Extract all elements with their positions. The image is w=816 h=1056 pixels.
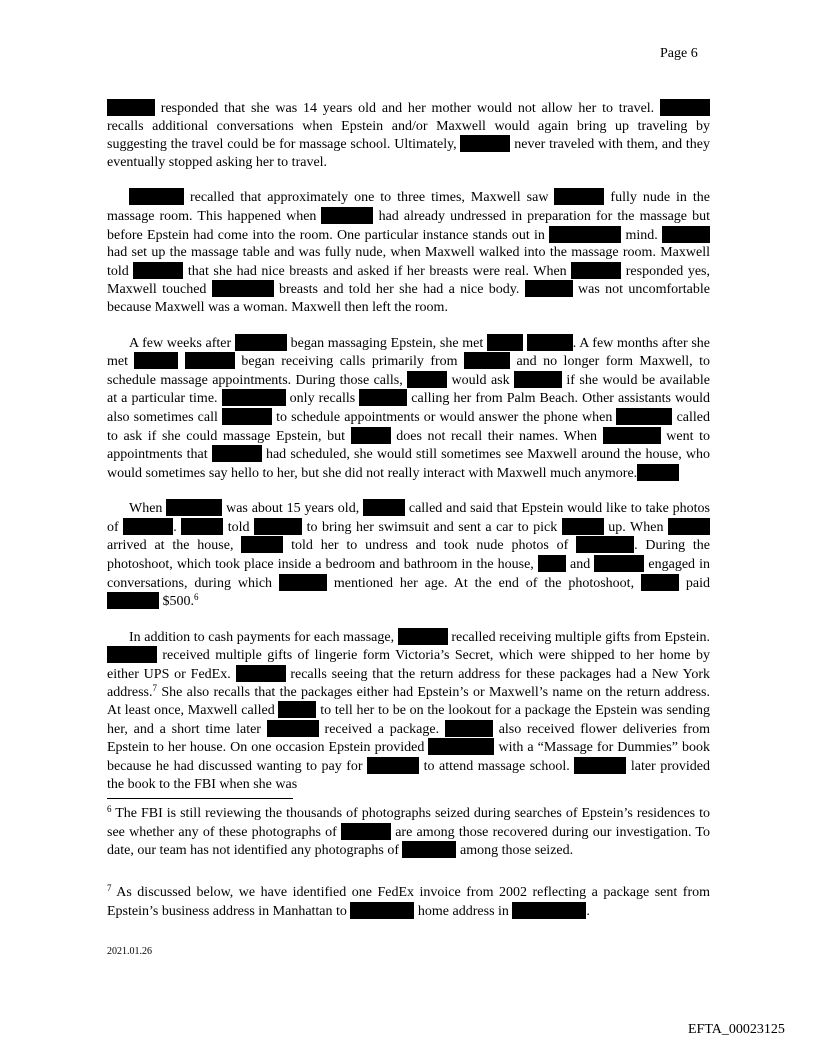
page-number: Page 6	[660, 46, 698, 61]
redaction-box	[107, 592, 159, 609]
footnote-divider	[107, 798, 293, 799]
redaction-box	[129, 188, 184, 205]
redaction-box	[398, 628, 448, 645]
redaction-box	[460, 135, 510, 152]
paragraph-3: A few weeks after began massaging Epstein, she met . A few months after she met began receiving calls primarily from and no longer form Maxwell, to schedule massage appointments. During those calls, would ask if she would be available at a particular time. only recalls calling her from Palm Beach. Other assistants would also sometimes call to schedule appointments or would answer the phone when called to ask if she could massage Epstein, but does not recall their names. When went to appointments that had scheduled, she would still sometimes see Maxwell around the house, who would sometimes say hello to her, but she did not really interact with Maxwell much anymore.	[107, 335, 711, 481]
redaction-box	[166, 499, 222, 516]
redaction-box	[123, 518, 173, 535]
redaction-box	[637, 464, 679, 481]
paragraph-2: recalled that approximately one to three times, Maxwell saw fully nude in the massage room. This happened when had already undressed in preparation for the massage but before Epstein had come into the room. One particular instance stands out in mind. had set up the massage table and was fully nude, when Maxwell walked into the massage room. Maxwell told that she had nice breasts and asked if her breasts were real. When responded yes, Maxwell touched breasts and told her she had a nice body. was not uncomfortable because Maxwell was a woman. Maxwell then left the room.	[107, 190, 711, 315]
redaction-box	[212, 280, 274, 297]
redaction-box	[351, 427, 391, 444]
document-body	[107, 99, 710, 810]
redaction-box	[134, 352, 178, 369]
redaction-box	[222, 389, 286, 406]
redaction-box	[527, 334, 573, 351]
redaction-box	[576, 536, 634, 553]
redaction-box	[464, 352, 510, 369]
redaction-box	[668, 518, 710, 535]
date-stamp: 2021.01.26	[107, 946, 152, 957]
redaction-box	[321, 207, 373, 224]
redaction-box	[487, 334, 523, 351]
redaction-box	[341, 823, 391, 840]
redaction-box	[538, 555, 566, 572]
redaction-box	[359, 389, 407, 406]
paragraph-1: responded that she was 14 years old and her mother would not allow her to travel. recalls additional conversations when Epstein and/or Maxwell would again bring up traveling by suggesting the travel could be for massage school. Ultimately, never traveled with them, and they eventually stopped asking her to travel.	[107, 101, 711, 170]
redaction-box	[236, 665, 286, 682]
redaction-box	[428, 738, 494, 755]
redaction-box	[603, 427, 661, 444]
redaction-box	[181, 518, 223, 535]
redaction-box	[222, 408, 272, 425]
redaction-box	[571, 262, 621, 279]
redaction-box	[402, 841, 456, 858]
redaction-box	[562, 518, 604, 535]
redaction-box	[574, 757, 626, 774]
footnote-6: $^6$ The FBI is still reviewing the thousands of photographs seized during searches of Epstein’s residences to see whether any of these photographs of are among those recovered during our investigation. To date, our team has not identified any photographs of among those seized.	[107, 804, 711, 859]
paragraph-4: When was about 15 years old, called and said that Epstein would like to take photos of . told to bring her swimsuit and sent a car to pick up. When arrived at the house, told her to undress and took nude photos of . During the photoshoot, which took place inside a bedroom and bathroom in the house, and engaged in conversations, during which mentioned her age. At the end of the photoshoot, paid $500.$^6$	[107, 501, 711, 610]
footnote-ref-6: 6	[194, 592, 199, 603]
paragraph-5: In addition to cash payments for each massage, recalled receiving multiple gifts from Epstein. received multiple gifts of lingerie form Victoria’s Secret, which were shipped to her home by either UPS or FedEx. recalls seeing that the return address for these packages had a New York address.$^7$ She also recalls that the packages either had Epstein’s or Maxwell’s name on the return address. At least once, Maxwell called to tell her to be on the lookout for a package the Epstein was sending her, and a short time later received a package. also received flower deliveries from Epstein to her house. On one occasion Epstein provided with a “Massage for Dummies” book because he had discussed wanting to pay for to attend massage school. later provided the book to the FBI when she was	[107, 629, 711, 792]
redaction-box	[641, 574, 679, 591]
bates-number: EFTA_00023125	[688, 1022, 785, 1037]
redaction-box	[235, 334, 287, 351]
redaction-box	[514, 371, 562, 388]
redaction-box	[278, 701, 316, 718]
redaction-box	[241, 536, 283, 553]
redaction-box	[594, 555, 644, 572]
redaction-box	[660, 99, 710, 116]
redaction-box	[662, 226, 710, 243]
redaction-box	[107, 646, 157, 663]
redaction-box	[279, 574, 327, 591]
redaction-box	[367, 757, 419, 774]
footnote-ref-7: 7	[152, 682, 157, 693]
redaction-box	[133, 262, 183, 279]
redaction-box	[185, 352, 235, 369]
redaction-box	[549, 226, 621, 243]
redaction-box	[407, 371, 447, 388]
footnote-7: $^7$ As discussed below, we have identified one FedEx invoice from 2002 reflecting a package sent from Epstein’s business address in Manhattan to home address in .	[107, 883, 710, 919]
redaction-box	[512, 902, 586, 919]
redaction-box	[107, 99, 155, 116]
redaction-box	[445, 720, 493, 737]
redaction-box	[267, 720, 319, 737]
redaction-box	[554, 188, 604, 205]
redaction-box	[525, 280, 573, 297]
redaction-box	[363, 499, 405, 516]
redaction-box	[616, 408, 672, 425]
redaction-box	[212, 445, 262, 462]
redaction-box	[254, 518, 302, 535]
redaction-box	[350, 902, 414, 919]
